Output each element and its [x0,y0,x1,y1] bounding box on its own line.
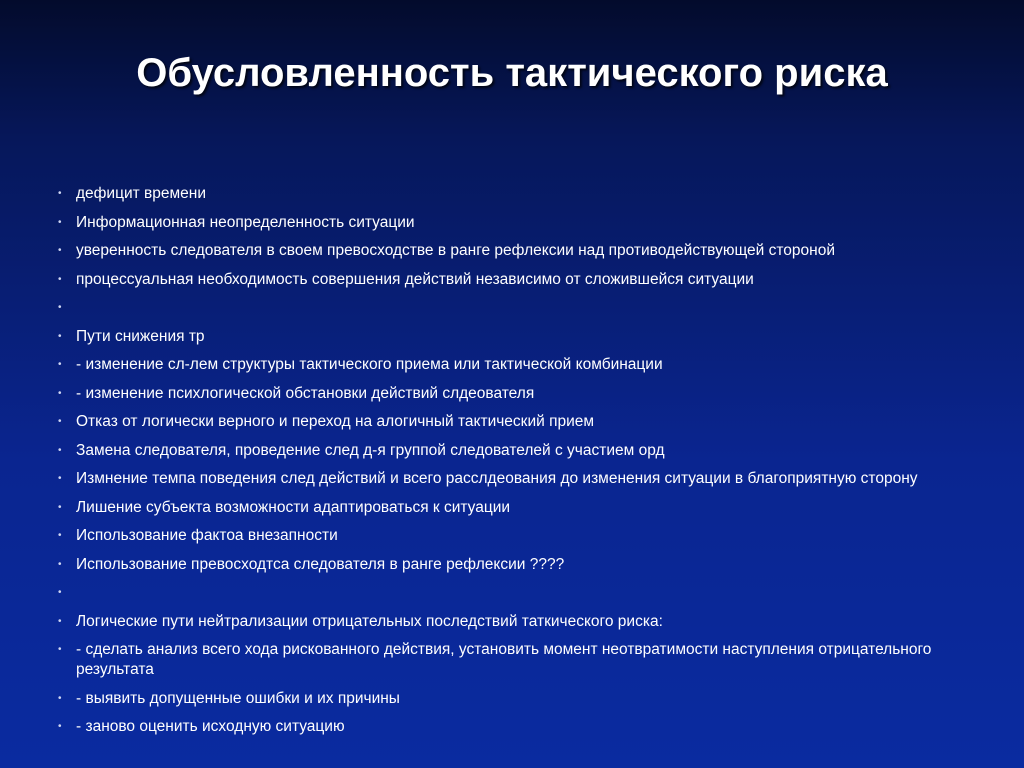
bullet-item [58,298,988,318]
bullet-item [58,469,988,489]
bullet-item [58,327,988,347]
bullet-text: Информационная неопределенность ситуации [76,213,415,231]
bullet-text: - сделать анализ всего хода рискованного действия, установить момент неотвратимости наступления отрицательного результата [76,641,932,678]
bullet-marker: • [58,416,62,427]
bullet-marker: • [58,615,62,627]
bullet-item [58,270,988,290]
bullet-list [58,184,988,746]
bullet-item [58,583,988,603]
bullet-marker: • [58,330,62,342]
bullet-marker: • [58,444,62,456]
bullet-item [58,498,988,518]
bullet-marker: • [58,387,62,399]
bullet-marker: • [58,216,62,228]
bullet-text: Отказ от логически верного и переход на алогичный тактический прием [76,413,595,430]
bullet-text: - изменение сл-лем структуры тактического приема или тактической комбинации [76,356,663,373]
bullet-text: дефицит времени [76,185,206,202]
bullet-text: уверенность следователя в своем превосходстве в ранге рефлексии над противодействующей стороной [76,242,835,259]
slide-title: Обусловленность тактического риска [136,51,888,95]
bullet-item [58,355,988,375]
bullet-marker: • [58,188,62,199]
bullet-item [58,241,988,261]
bullet-marker: • [58,302,62,313]
bullet-text: - выявить допущенные ошибки и их причины [76,689,400,707]
bullet-marker: • [58,359,62,370]
bullet-item [58,717,988,737]
bullet-item [58,612,988,632]
bullet-item [58,526,988,546]
bullet-marker: • [58,692,62,704]
bullet-marker: • [58,587,62,598]
bullet-item [58,689,988,709]
bullet-text: процессуальная необходимость совершения действий независимо от сложившейся ситуации [76,270,754,288]
bullet-item [58,412,988,432]
bullet-item [58,184,988,204]
bullet-text: Использование фактоа внезапности [76,527,338,544]
bullet-item [58,555,988,575]
bullet-text: - заново оценить исходную ситуацию [76,718,345,735]
bullet-text: Логические пути нейтрализации отрицательных последствий таткического риска: [76,612,663,630]
bullet-text: Лишение субъекта возможности адаптироваться к ситуации [76,498,511,516]
bullet-marker: • [58,558,62,570]
bullet-text: Использование превосходтса следователя в ранге рефлексии ???? [76,555,565,573]
bullet-item [58,384,988,404]
bullet-marker: • [58,530,62,541]
bullet-marker: • [58,501,62,513]
bullet-text: - изменение психлогической обстановки действий слдеователя [76,384,535,402]
bullet-item [58,213,988,233]
bullet-marker: • [58,644,62,655]
bullet-marker: • [58,273,62,285]
bullet-marker: • [58,245,62,256]
bullet-item [58,441,988,461]
bullet-text: Измнение темпа поведения след действий и всего расслдеования до изменения ситуации в благоприятную сторону [76,470,918,487]
bullet-marker: • [58,721,62,732]
bullet-text: Пути снижения тр [76,327,205,345]
bullet-item [58,640,988,680]
bullet-text: Замена следователя, проведение след д-я группой следователей с участием орд [76,441,665,459]
bullet-marker: • [58,473,62,484]
